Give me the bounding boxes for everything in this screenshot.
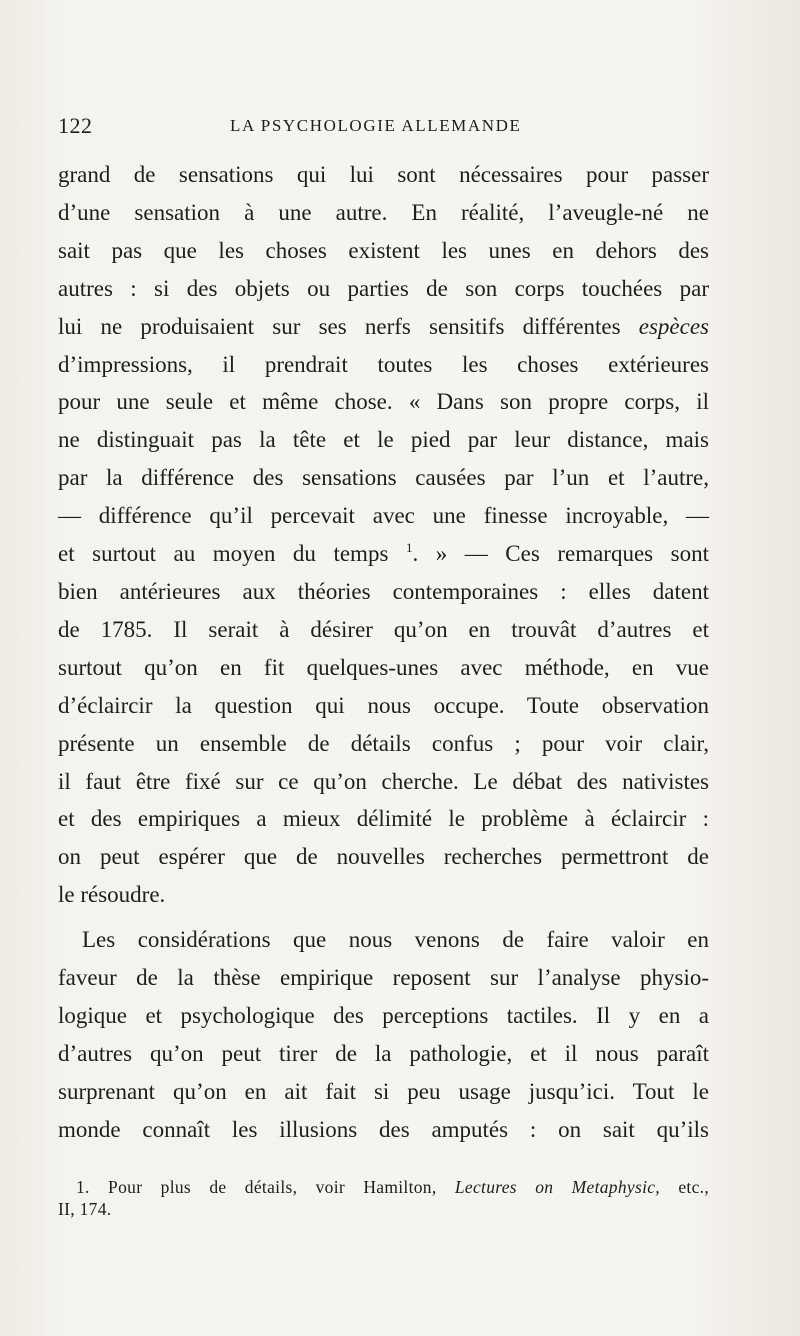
text-line: surprenant qu’on en ait fait si peu usage jusqu’ici. Tout le bbox=[58, 1078, 709, 1104]
text-line: faveur de la thèse empirique reposent sur l’analyse physio- bbox=[58, 965, 709, 991]
footnote-reference: 1 bbox=[405, 540, 413, 556]
text-line: de 1785. Il serait à désirer qu’on en trouvât d’autres et bbox=[58, 616, 709, 642]
page-number: 122 bbox=[58, 113, 93, 138]
text-segment: et surtout au moyen du temps bbox=[58, 541, 389, 567]
footnote-line: II, 174. bbox=[58, 1199, 112, 1219]
text-line: autres : si des objets ou parties de son corps touchées par bbox=[58, 275, 709, 301]
text-line: pour une seule et même chose. « Dans son propre corps, il bbox=[58, 389, 709, 415]
text-line: par la différence des sensations causées par l’un et l’autre, bbox=[58, 465, 709, 491]
italic-word: espèces bbox=[638, 313, 709, 339]
footnote-text: 1. Pour plus de détails, voir Hamilton, bbox=[76, 1177, 437, 1197]
body-text bbox=[58, 156, 709, 1149]
footnote bbox=[58, 1176, 709, 1220]
page-header bbox=[58, 113, 712, 145]
text-segment: lui ne produisaient sur ses nerfs sensitifs différentes bbox=[58, 313, 621, 339]
text-line: surtout qu’on en fit quelques-unes avec méthode, en vue bbox=[58, 654, 709, 680]
text-line: d’éclaircir la question qui nous occupe. Toute observation bbox=[58, 692, 709, 718]
text-line: grand de sensations qui lui sont nécessaires pour passer bbox=[58, 162, 709, 187]
text-line: d’autres qu’on peut tirer de la pathologie, et il nous paraît bbox=[58, 1040, 709, 1066]
text-line: sait pas que les choses existent les unes en dehors des bbox=[58, 237, 709, 263]
text-segment: . » — Ces remarques sont bbox=[412, 541, 709, 567]
footnote-text: etc., bbox=[678, 1177, 709, 1197]
text-line: Les considérations que nous venons de faire valoir en bbox=[82, 927, 709, 953]
text-line: ne distinguait pas la tête et le pied par leur distance, mais bbox=[58, 427, 709, 453]
text-line: bien antérieures aux théories contemporaines : elles datent bbox=[58, 578, 709, 604]
text-line: présente un ensemble de détails confus ; pour voir clair, bbox=[58, 730, 709, 756]
text-line: et des empiriques a mieux délimité le problème à éclaircir : bbox=[58, 806, 709, 832]
text-line: il faut être fixé sur ce qu’on cherche. Le débat des nativistes bbox=[58, 768, 709, 794]
text-line: monde connaît les illusions des amputés : on sait qu’ils bbox=[58, 1116, 709, 1142]
text-line: — différence qu’il percevait avec une finesse incroyable, — bbox=[58, 503, 709, 529]
text-line: d’impressions, il prendrait toutes les choses extérieures bbox=[58, 351, 709, 377]
footnote-line bbox=[58, 1176, 709, 1198]
text-line: logique et psychologique des perceptions tactiles. Il y en a bbox=[58, 1002, 709, 1028]
running-title: LA PSYCHOLOGIE ALLEMANDE bbox=[230, 116, 522, 135]
footnote-title: Lectures on Metaphysic, bbox=[454, 1177, 660, 1197]
paragraph-gap bbox=[58, 914, 709, 921]
text-line bbox=[58, 308, 709, 346]
text-line: d’une sensation à une autre. En réalité, l’aveugle-né ne bbox=[58, 199, 709, 225]
text-line bbox=[58, 535, 709, 573]
text-line: on peut espérer que de nouvelles recherches permettront de bbox=[58, 844, 709, 870]
text-line: le résoudre. bbox=[58, 882, 166, 908]
